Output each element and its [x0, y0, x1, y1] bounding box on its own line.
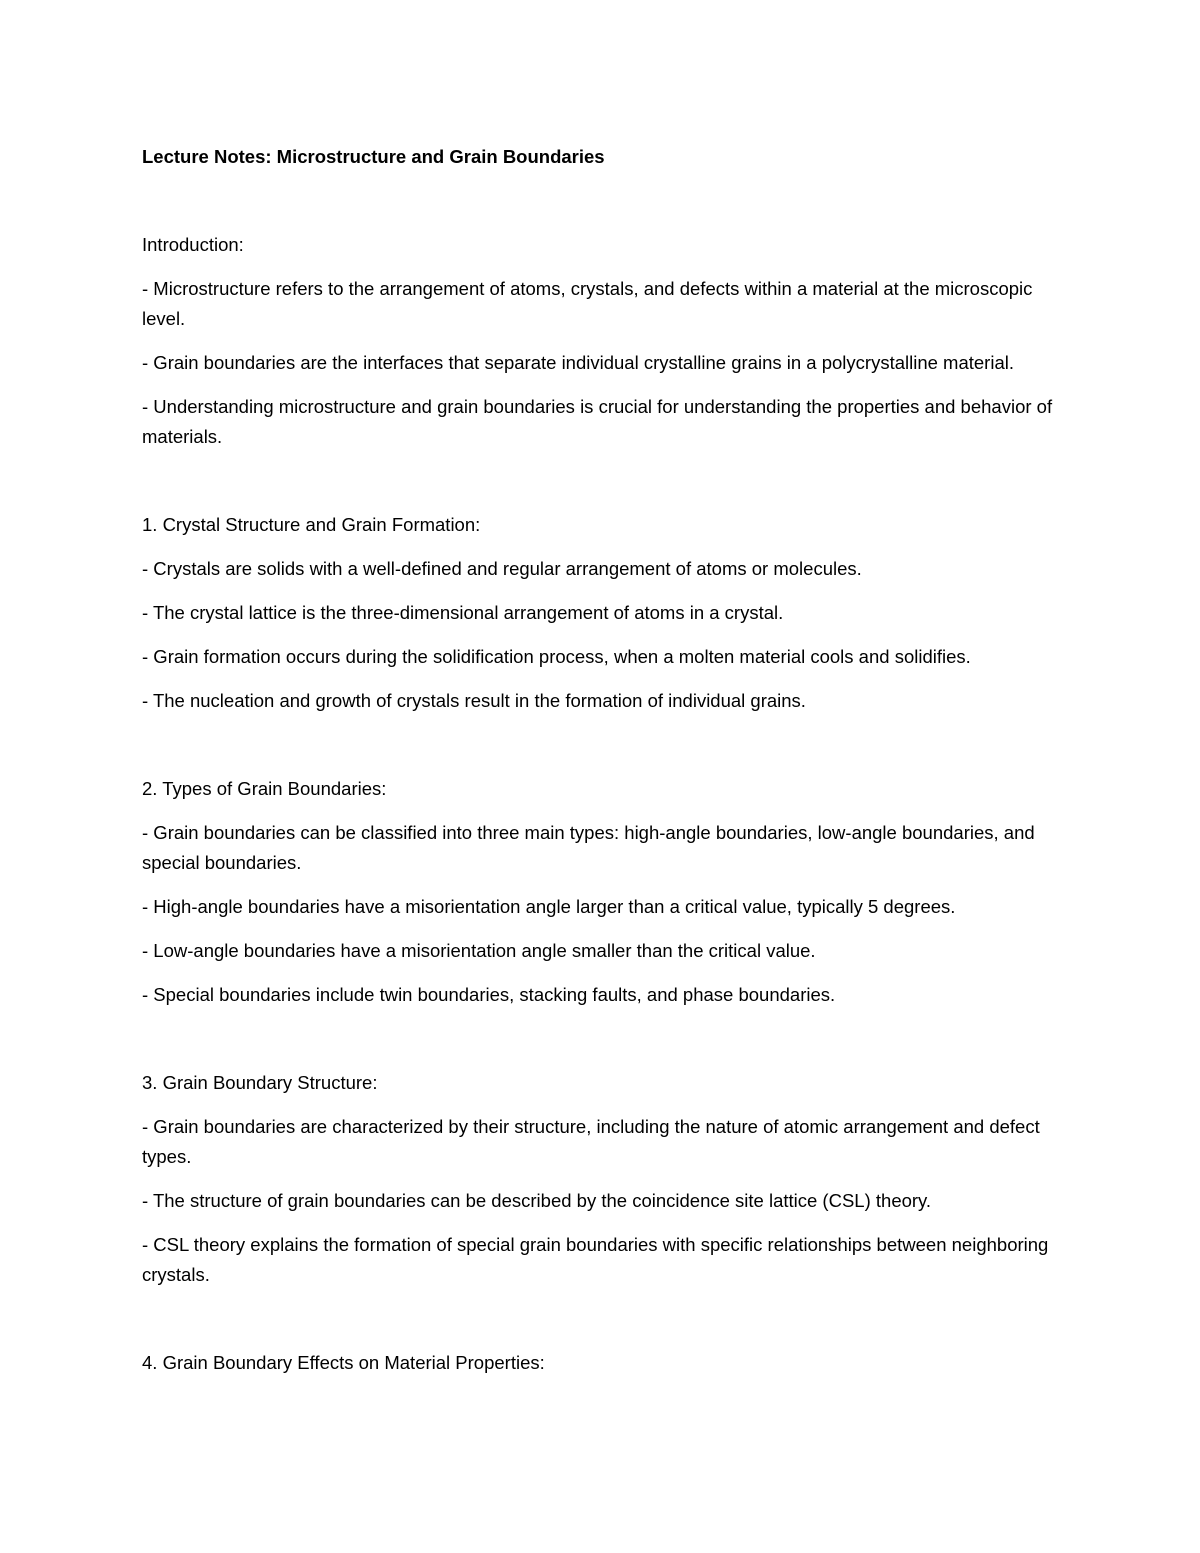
list-item: - Grain boundaries are the interfaces that separate individual crystalline grains in a polycrystalline material. — [142, 352, 1014, 373]
section-introduction — [142, 230, 1062, 452]
section-heading: 4. Grain Boundary Effects on Material Properties: — [142, 1352, 545, 1373]
list-item: - CSL theory explains the formation of special grain boundaries with specific relationships between neighboring crystals. — [142, 1234, 1049, 1285]
list-item: - Special boundaries include twin boundaries, stacking faults, and phase boundaries. — [142, 984, 836, 1005]
list-item: - Understanding microstructure and grain boundaries is crucial for understanding the properties and behavior of materials. — [142, 396, 1053, 447]
list-item: - High-angle boundaries have a misorientation angle larger than a critical value, typically 5 degrees. — [142, 896, 956, 917]
section-heading: 2. Types of Grain Boundaries: — [142, 778, 387, 799]
list-item: - Grain boundaries can be classified into three main types: high-angle boundaries, low-angle boundaries, and special boundaries. — [142, 822, 1035, 873]
section-grain-boundary-effects — [142, 1348, 1062, 1378]
section-crystal-structure — [142, 510, 1062, 716]
list-item: - Microstructure refers to the arrangement of atoms, crystals, and defects within a material at the microscopic level. — [142, 278, 1033, 329]
list-item: - The nucleation and growth of crystals result in the formation of individual grains. — [142, 690, 806, 711]
list-item: - Grain boundaries are characterized by their structure, including the nature of atomic arrangement and defect types. — [142, 1116, 1040, 1167]
document-body — [142, 142, 1062, 1392]
section-grain-boundary-structure — [142, 1068, 1062, 1290]
list-item: - Grain formation occurs during the solidification process, when a molten material cools and solidifies. — [142, 646, 971, 667]
section-heading: 3. Grain Boundary Structure: — [142, 1072, 378, 1093]
section-heading: 1. Crystal Structure and Grain Formation: — [142, 514, 481, 535]
list-item: - Crystals are solids with a well-defined and regular arrangement of atoms or molecules. — [142, 558, 862, 579]
list-item: - The crystal lattice is the three-dimensional arrangement of atoms in a crystal. — [142, 602, 784, 623]
list-item: - Low-angle boundaries have a misorientation angle smaller than the critical value. — [142, 940, 816, 961]
section-heading: Introduction: — [142, 234, 244, 255]
document-title: Lecture Notes: Microstructure and Grain Boundaries — [142, 146, 605, 167]
section-types-of-grain-boundaries — [142, 774, 1062, 1010]
list-item: - The structure of grain boundaries can be described by the coincidence site lattice (CSL) theory. — [142, 1190, 932, 1211]
